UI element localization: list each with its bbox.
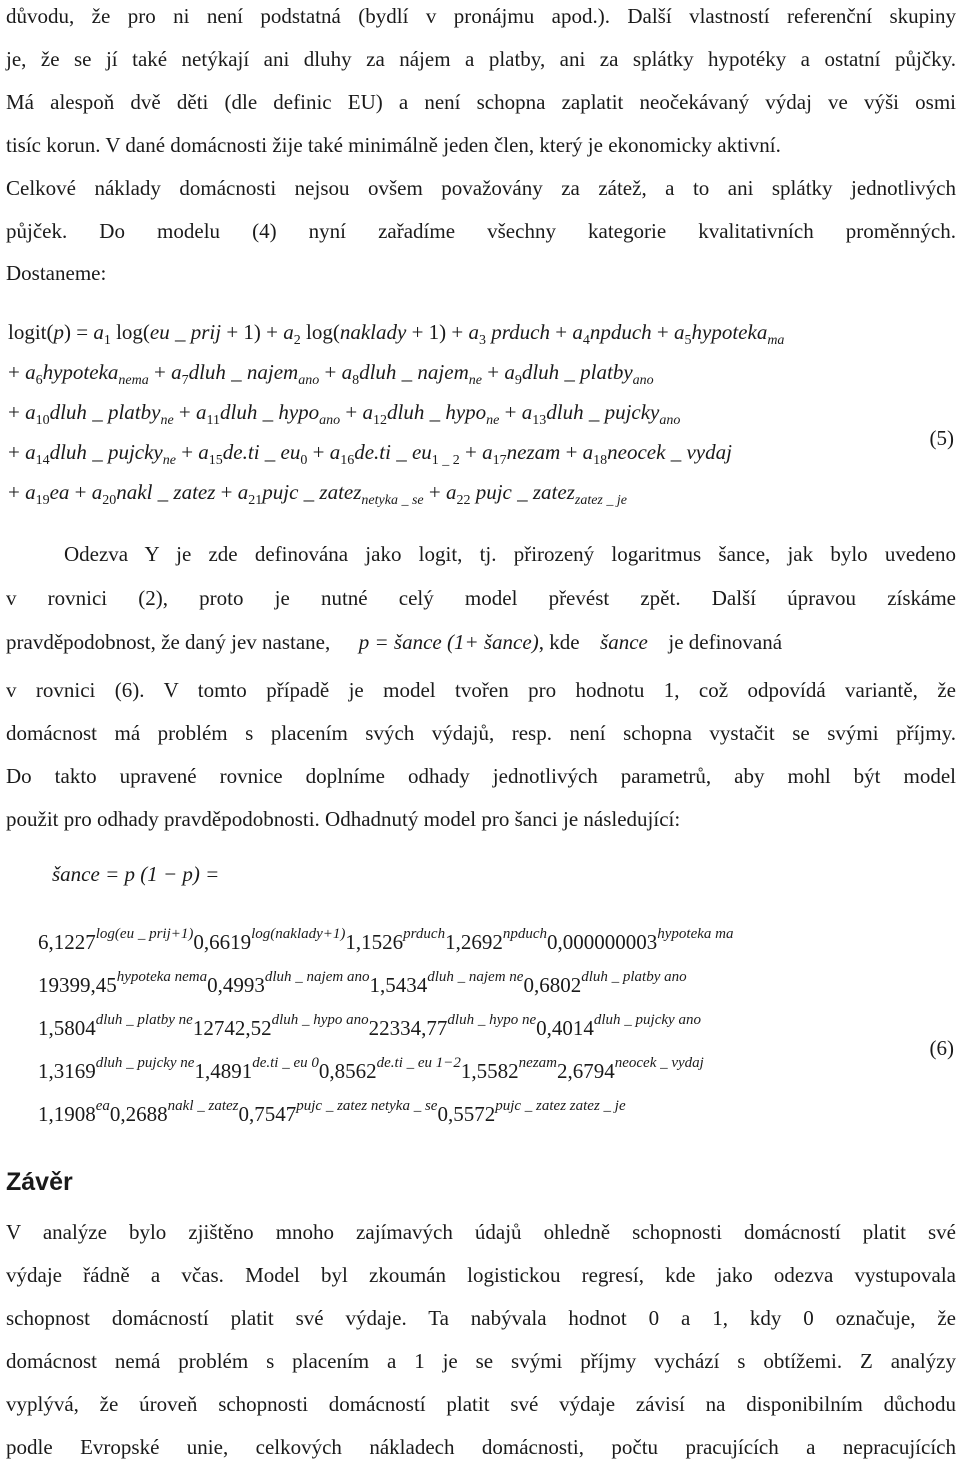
equation-5-row-4: + $a_{14}dluh$ _ pujcky$_{ne}$ + $a_{15}de.ti$ _ $eu_0 + a_{16}de.ti$ _ $eu_{1 \_ 2}$ + $a_{17}nezam$ + $a_{18}neocek$ _ vydaj bbox=[8, 440, 732, 468]
text-line: Dostaneme: bbox=[6, 261, 107, 285]
text-line: Odezva Y je zde definována jako logit, tj. přirozený logaritmus šance, jak bylo uvedeno bbox=[64, 542, 956, 566]
text-line: je, že se jí také netýkají ani dluhy za nájem a platby, ani za splátky hypotéky a ostatní půjčky. bbox=[6, 47, 956, 71]
text-fragment: , kde bbox=[538, 630, 580, 654]
text-line: tisíc korun. V dané domácnosti žije také minimálně jeden člen, který je ekonomicky aktivní. bbox=[6, 133, 781, 157]
equation-5-row-5: + $a_{19}ea$ + $a_{20}nakl$ _ zatez + $a_{21}pujc$ _ zatez$_{netyka \_ se}$ + $a_{22}$ pujc _ zatez$_{zatez \_ je}$ bbox=[8, 480, 627, 508]
equation-6-row-2: $19399,45^{hypoteka nema}0,4993^{dluh \_ najem ano}1,5434^{dluh \_ najem ne}0,6802^{dluh \_ platby ano}$ bbox=[38, 969, 687, 997]
equation-6-lhs: šance = p (1 − p) = bbox=[52, 862, 220, 886]
text-line: V analýze bylo zjištěno mnoho zajímavých údajů ohledně schopnosti domácností platit své bbox=[6, 1220, 956, 1244]
text-line: Do takto upravené rovnice doplníme odhady jednotlivých parametrů, aby mohl být model bbox=[6, 764, 956, 788]
inline-formula: p = šance (1+ šance) bbox=[358, 630, 539, 654]
equation-5-row-3: + $a_{10}dluh$ _ platby$_{ne}$ + $a_{11}dluh$ _ hypo$_{ano}$ + $a_{12}dluh$ _ hypo$_{ne}$ + $a_{13}dluh$ _ pujcky$_{ano}$ bbox=[8, 400, 681, 428]
text-fragment: je definovaná bbox=[668, 630, 783, 654]
equation-6-row-4: $1,3169^{dluh \_ pujcky ne}1,4891^{de.ti \_ eu 0}0,8562^{de.ti \_ eu 1-2}1,5582^{nezam}2,6794^{neocek \_ vydaj}$ bbox=[38, 1055, 704, 1083]
text-line: půjček. Do modelu (4) nyní zařadíme všechny kategorie kvalitativních proměnných. bbox=[6, 219, 956, 243]
text-line-inline-formula bbox=[6, 628, 956, 656]
inline-variable: šance bbox=[600, 630, 648, 654]
equation-6-row-3: $1,5804^{dluh \_ platby ne}12742,52^{dluh \_ hypo ano}22334,77^{dluh \_ hypo ne}0,4014^{dluh \_ pujcky ano}$ bbox=[38, 1012, 701, 1040]
text-line: v rovnici (6). V tomto případě je model tvořen pro hodnotu 1, což odpovídá variantě, že bbox=[6, 678, 956, 702]
text-line: důvodu, že pro ni není podstatná (bydlí v pronájmu apod.). Další vlastností referenční skupiny bbox=[6, 4, 956, 28]
text-line: v rovnici (2), proto je nutné celý model převést zpět. Další úpravou získáme bbox=[6, 586, 956, 610]
text-line: vyplývá, že úroveň schopnosti domácností platit své výdaje závisí na disponibilním důchodu bbox=[6, 1392, 956, 1416]
text-line: domácnost nemá problém s placením a 1 je se svými příjmy vychází s obtížemi. Z analýzy bbox=[6, 1349, 956, 1373]
equation-5-row-2: + $a_6hypoteka_{nema}$ + $a_7dluh$ _ najem$_{ano}$ + $a_8dluh$ _ najem$_{ne}$ + $a_9dluh$ _ platby$_{ano}$ bbox=[8, 360, 654, 388]
text-line: výdaje řádně a včas. Model byl zkoumán logistickou regresí, kde jako odezva vystupovala bbox=[6, 1263, 956, 1287]
text-line: Má alespoň dvě děti (dle definic EU) a není schopna zaplatit neočekávaný výdaj ve výši osmi bbox=[6, 90, 956, 114]
equation-6-row-1: $6,1227^{log(eu \_ prij+1)}0,6619^{log(naklady+1)}1,1526^{prduch}1,2692^{npduch}0,000000003^{hypoteka ma}$ bbox=[38, 926, 734, 954]
equation-number: (5) bbox=[929, 426, 954, 450]
text-line: použit pro odhady pravděpodobnosti. Odhadnutý model pro šanci je následující: bbox=[6, 807, 681, 831]
section-heading: Závěr bbox=[6, 1168, 73, 1196]
text-line: schopnost domácností platit své výdaje. Ta nabývala hodnot 0 a 1, kdy 0 označuje, že bbox=[6, 1306, 956, 1330]
text-line: podle Evropské unie, celkových nákladech domácnosti, počtu pracujících a nepracujících bbox=[6, 1435, 956, 1459]
equation-number: (6) bbox=[929, 1036, 954, 1060]
equation-5-row-1: logit(p) = $a_1$ log(eu _ prij + $1) + a_2$ log(naklady + $1) + a_3$ prduch + $a_4npduch$ + $a_5hypoteka_{ma}$ bbox=[8, 320, 785, 348]
text-line: domácnost má problém s placením svých výdajů, resp. není schopna vystačit se svými příjmy. bbox=[6, 721, 956, 745]
text-fragment: pravděpodobnost, že daný jev nastane, bbox=[6, 630, 331, 654]
text-line: Celkové náklady domácnosti nejsou ovšem považovány za zátež, a to ani splátky jednotlivých bbox=[6, 176, 956, 200]
equation-6-row-5: $1,1908^{ea}0,2688^{nakl \_ zatez}0,7547^{pujc \_ zatez netyka \_ se}0,5572^{pujc \_ zatez zatez \_ je}$ bbox=[38, 1098, 626, 1126]
